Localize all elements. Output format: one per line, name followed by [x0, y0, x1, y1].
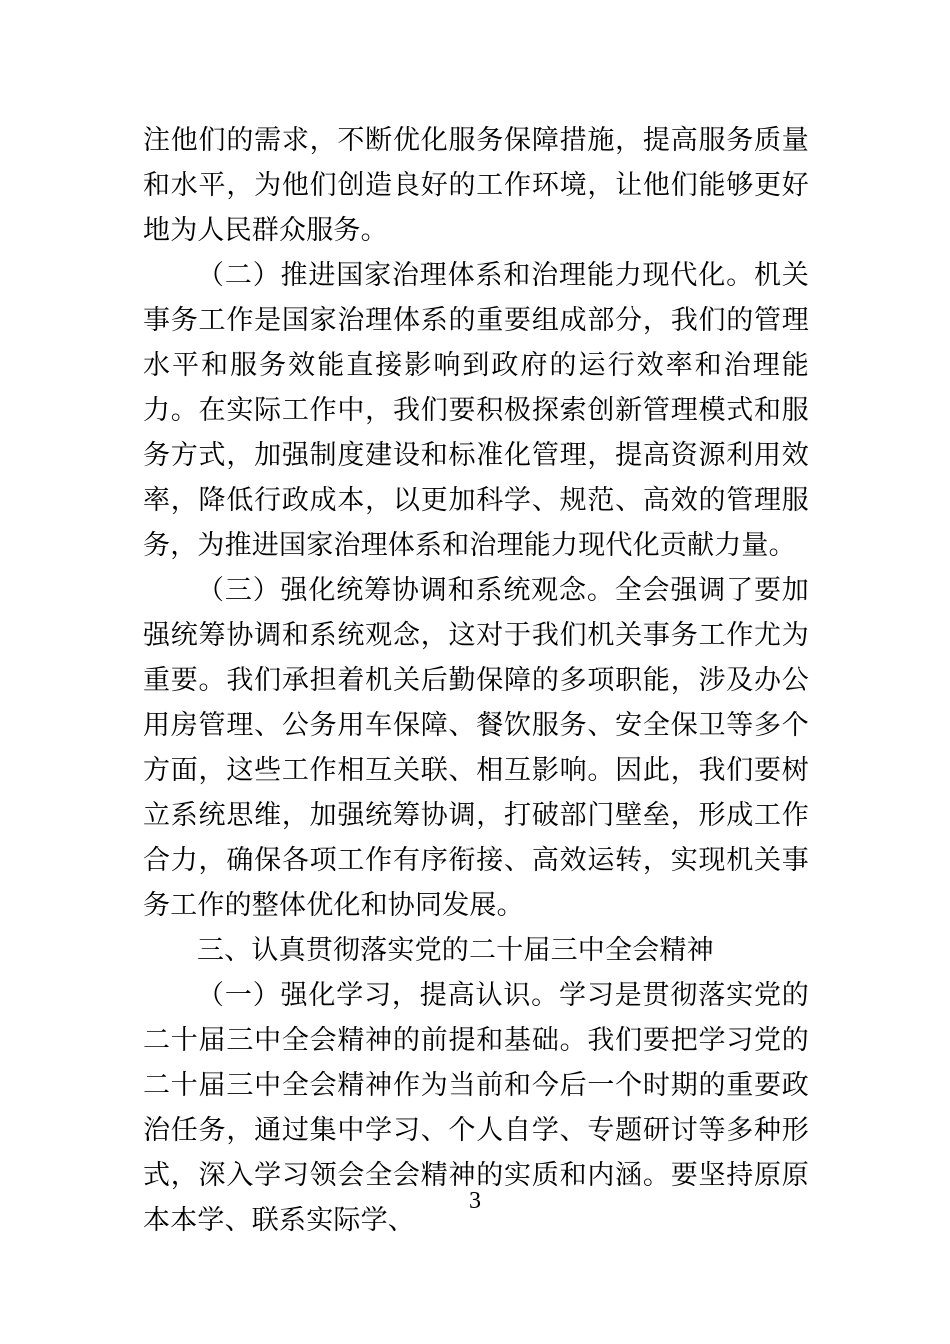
page-number: 3 — [469, 1188, 481, 1214]
paragraph-continuation: 注他们的需求，不断优化服务保障措施，提高服务质量和水平，为他们创造良好的工作环境，让他们能够更好地为人民群众服务。 — [143, 125, 809, 246]
section-heading-three: 三、认真贯彻落实党的二十届三中全会精神 — [197, 935, 714, 966]
paragraph-subsection-1: （一）强化学习，提高认识。学习是贯彻落实党的二十届三中全会精神的前提和基础。我们要把学习党的二十届三中全会精神作为当前和今后一个时期的重要政治任务，通过集中学习、个人自学、专题研讨等多种形式，深入学习领会全会精神的实质和内涵。要坚持原原本本学、联系实际学、 — [143, 980, 809, 1236]
paragraph-section-2: （二）推进国家治理体系和治理能力现代化。机关事务工作是国家治理体系的重要组成部分，我们的管理水平和服务效能直接影响到政府的运行效率和治理能力。在实际工作中，我们要积极探索创新管理模式和服务方式，加强制度建设和标准化管理，提高资源利用效率，降低行政成本，以更加科学、规范、高效的管理服务，为推进国家治理体系和治理能力现代化贡献力量。 — [143, 260, 809, 561]
document-body — [143, 118, 809, 1243]
paragraph-section-3: （三）强化统筹协调和系统观念。全会强调了要加强统筹协调和系统观念，这对于我们机关事务工作尤为重要。我们承担着机关后勤保障的多项职能，涉及办公用房管理、公务用车保障、餐饮服务、安全保卫等多个方面，这些工作相互关联、相互影响。因此，我们要树立系统思维，加强统筹协调，打破部门壁垒，形成工作合力，确保各项工作有序衔接、高效运转，实现机关事务工作的整体优化和协同发展。 — [143, 575, 809, 921]
